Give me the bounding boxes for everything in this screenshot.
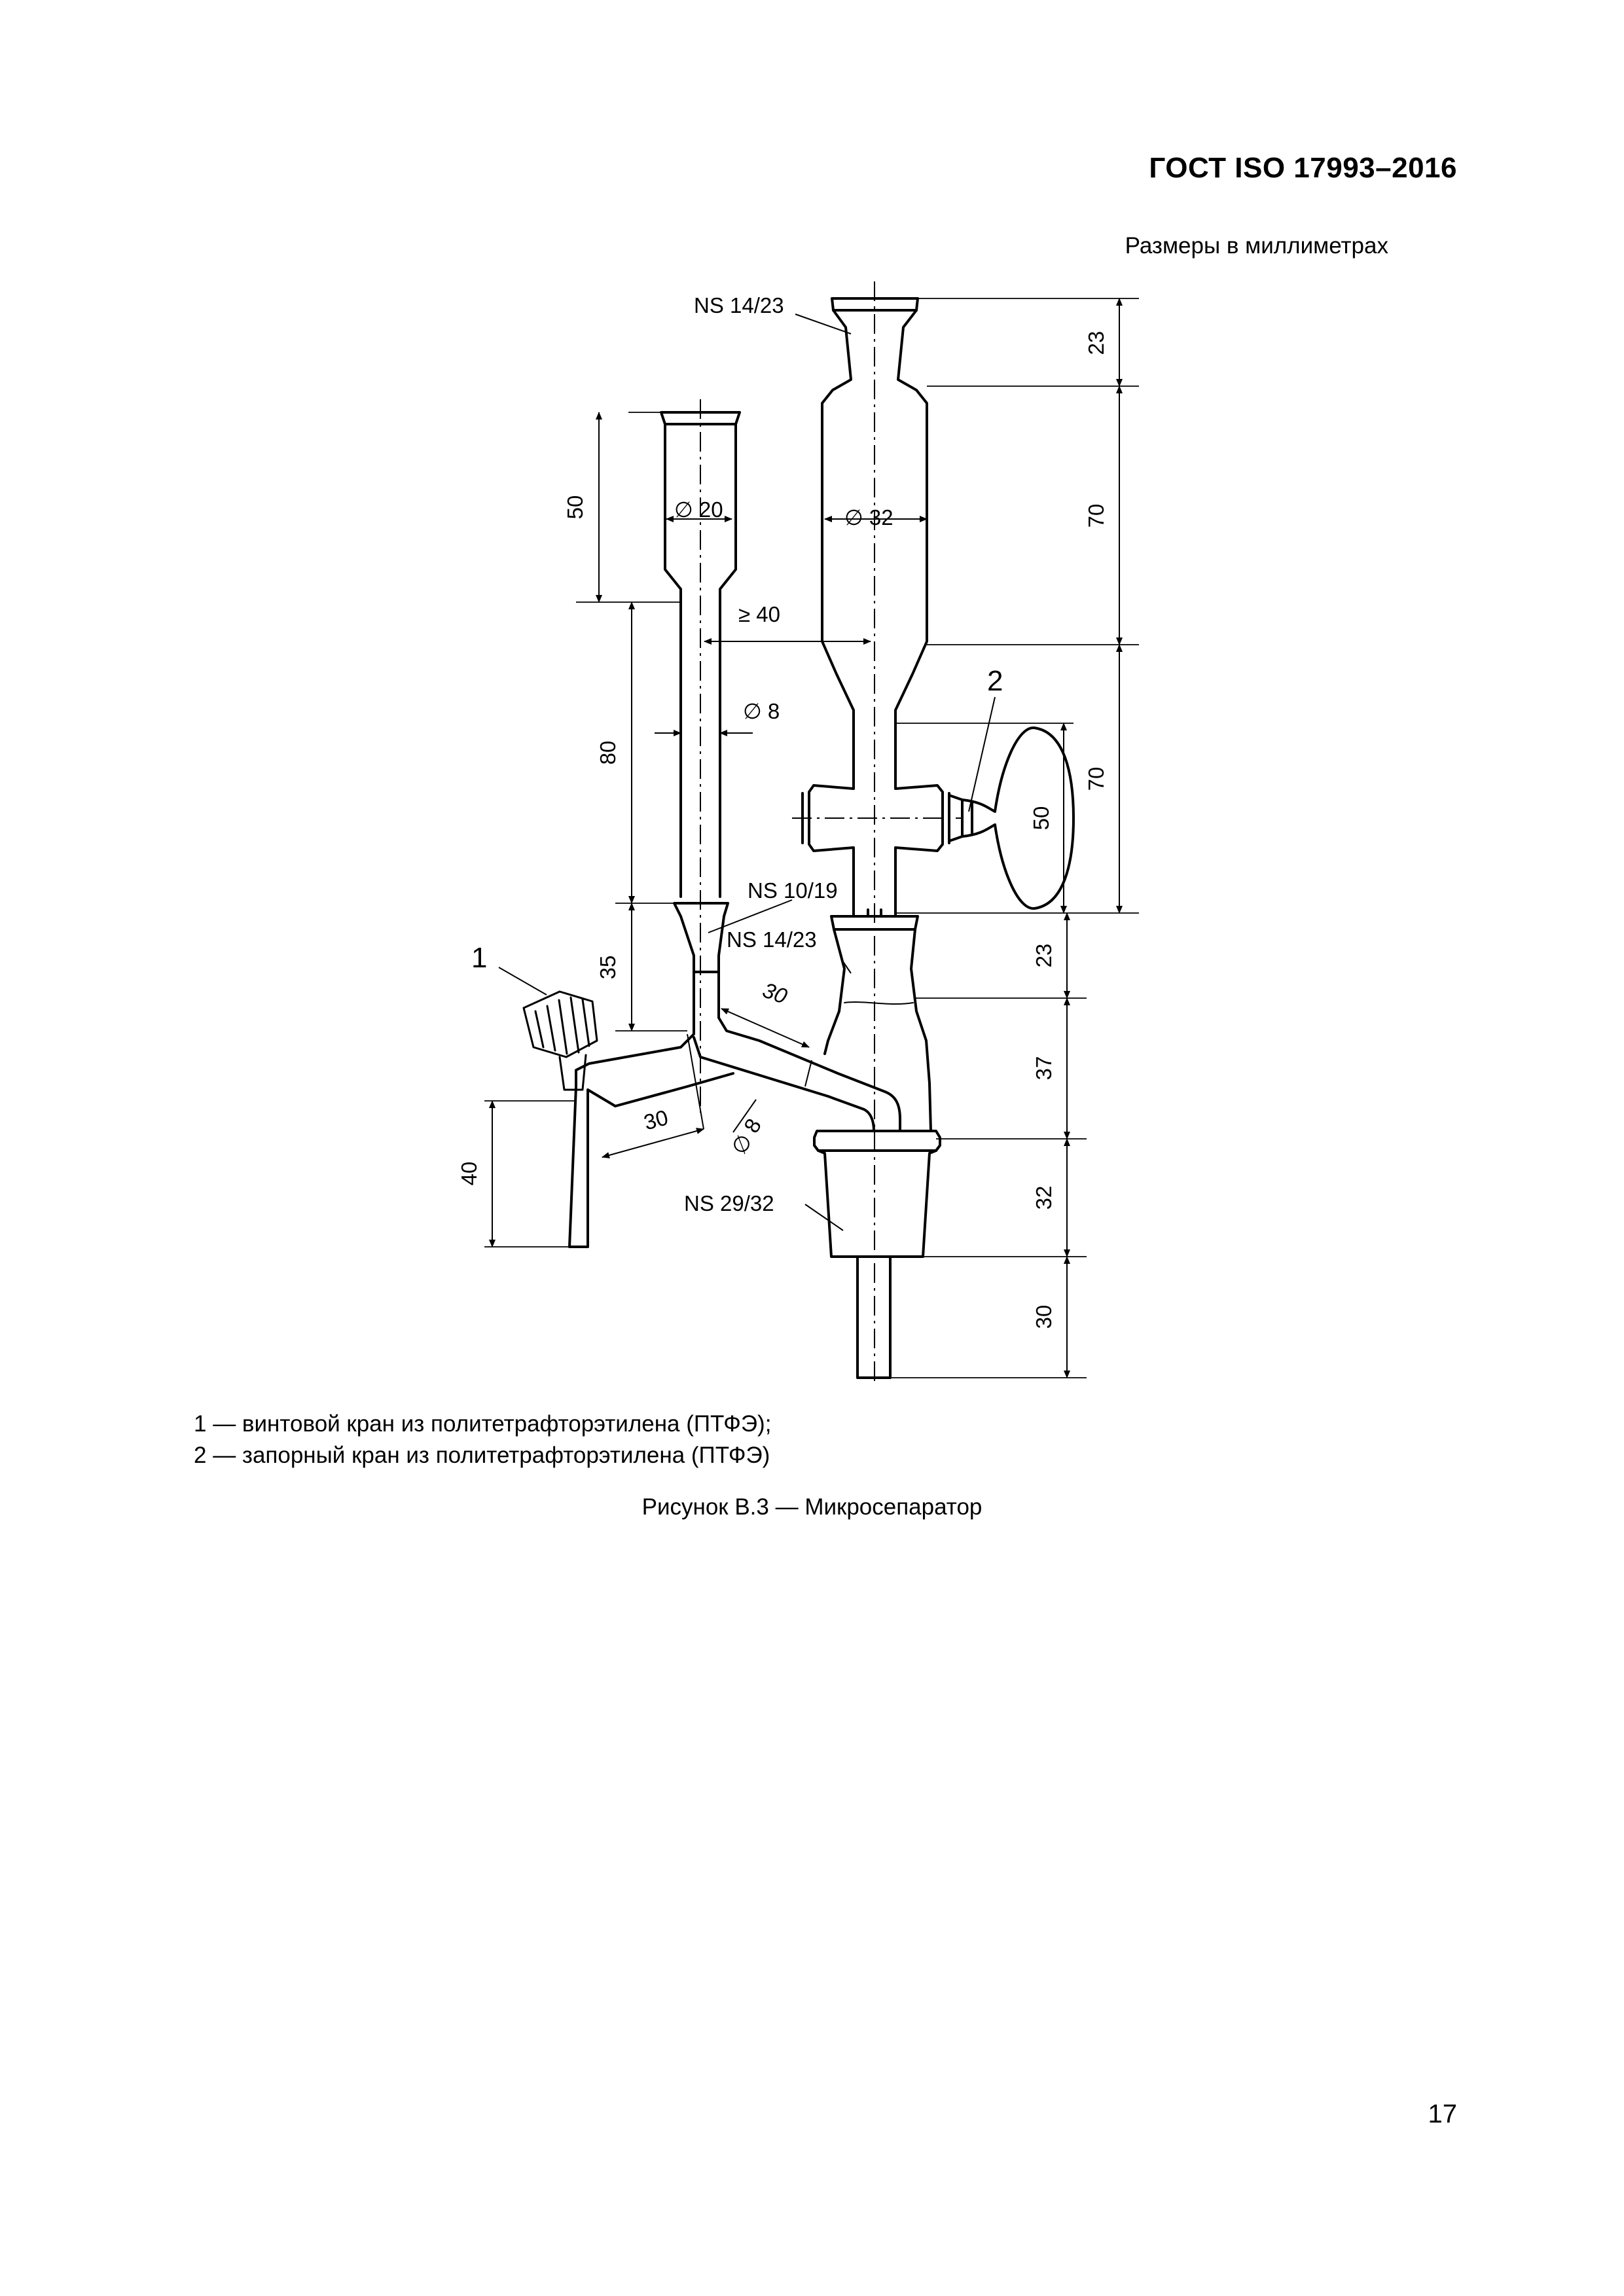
middle-joint xyxy=(825,916,931,1131)
callout-2: 2 xyxy=(987,665,1003,697)
callout-1: 1 xyxy=(471,942,488,974)
document-header: ГОСТ ISO 17993–2016 xyxy=(1149,152,1457,184)
side-arm xyxy=(576,972,900,1131)
dim-left-50: 50 xyxy=(563,495,587,520)
dim-right-32: 32 xyxy=(1032,1185,1056,1210)
dim-right-50: 50 xyxy=(1029,806,1053,831)
dim-right-23-top: 23 xyxy=(1084,331,1108,355)
legend xyxy=(194,1408,771,1471)
dim-right-30: 30 xyxy=(1032,1304,1056,1329)
dim-left-40: 40 xyxy=(457,1161,481,1186)
legend-item-2: 2 — запорный кран из политетрафторэтилена (ПТФЭ) xyxy=(194,1443,770,1468)
dim-left-80: 80 xyxy=(596,740,620,765)
stopcock-key xyxy=(949,728,1074,908)
joint-top-label: NS 14/23 xyxy=(694,293,784,317)
figure-caption: Рисунок В.3 — Микросепаратор xyxy=(641,1494,983,1520)
joint-side-label: NS 10/19 xyxy=(748,878,838,903)
diameter-8-tube-label: ∅ 8 xyxy=(743,699,780,723)
dim-arm-30-lower: 30 xyxy=(641,1105,671,1135)
legend-item-1: 1 — винтовой кран из политетрафторэтилена (ПТФЭ); xyxy=(194,1411,772,1437)
spacing-label: ≥ 40 xyxy=(738,602,780,626)
dim-right-70-upper: 70 xyxy=(1084,503,1108,528)
dim-right-23-mid: 23 xyxy=(1032,943,1056,968)
diameter-20-label: ∅ 20 xyxy=(674,497,723,522)
dim-arm-30-upper: 30 xyxy=(759,977,791,1009)
dim-right-70-lower: 70 xyxy=(1084,766,1108,791)
page-number: 17 xyxy=(1428,2100,1457,2128)
diameter-32-label: ∅ 32 xyxy=(844,505,893,529)
dim-right-37: 37 xyxy=(1032,1056,1056,1081)
units-note: Размеры в миллиметрах xyxy=(1125,233,1388,259)
joint-middle-label: NS 14/23 xyxy=(727,927,817,952)
joint-bottom-label: NS 29/32 xyxy=(684,1191,774,1215)
diameter-8-arm-label: ∅ 8 xyxy=(726,1114,767,1158)
dim-left-35: 35 xyxy=(596,955,620,980)
